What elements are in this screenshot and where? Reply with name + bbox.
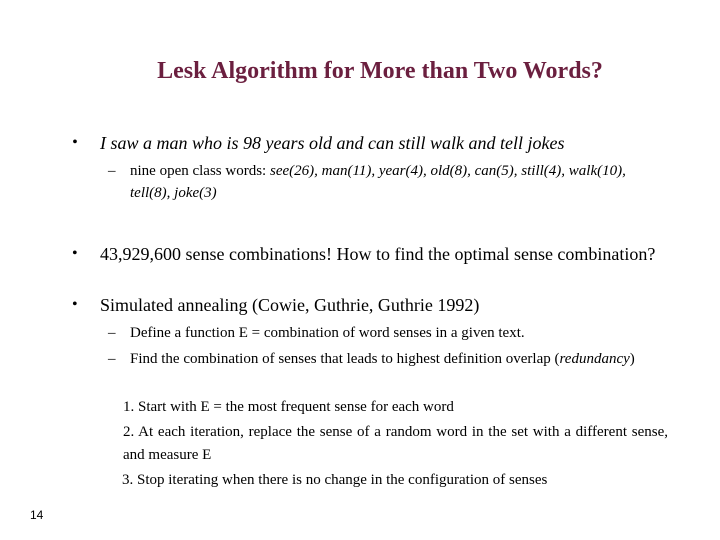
bullet-marker: • (72, 134, 78, 151)
slide-number: 14 (30, 508, 44, 522)
dash-marker: – (108, 325, 116, 341)
bullet-marker: • (72, 245, 78, 262)
step-3: 3. Stop iterating when there is no change in the configuration of senses (122, 472, 548, 488)
subbullet-define-function (108, 322, 666, 344)
subbullet-close-paren: ) (629, 351, 635, 367)
step-2: 2. At each iteration, replace the sense of a random word in the set with a different sense, and measure E (123, 424, 668, 463)
bullet-text: I saw a man who is 98 years old and can still walk and tell jokes (100, 133, 565, 153)
subbullet-lead: nine open class words: (130, 163, 270, 179)
subbullet-open-class-words (108, 160, 666, 204)
subbullet-find-combination (108, 348, 666, 370)
bullet-marker: • (72, 296, 78, 313)
subbullet-text: Define a function E = combination of word senses in a given text. (130, 325, 525, 341)
bullet-example-sentence (72, 132, 666, 154)
bullet-text: Simulated annealing (Cowie, Guthrie, Guthrie 1992) (100, 295, 480, 315)
dash-marker: – (108, 351, 116, 367)
bullet-sense-combinations (72, 243, 666, 265)
step-1: 1. Start with E = the most frequent sense for each word (123, 399, 454, 415)
subbullet-word-senses: see(26), man(11), year(4), old(8), can(5), still(4), walk(10), tell(8), joke(3) (130, 163, 626, 201)
subbullet-text: Find the combination of senses that leads to highest definition overlap ( (130, 351, 560, 367)
bullet-text: 43,929,600 sense combinations! How to find the optimal sense combination? (100, 244, 656, 264)
bullet-simulated-annealing (72, 294, 666, 316)
dash-marker: – (108, 163, 116, 179)
slide-title: Lesk Algorithm for More than Two Words? (157, 58, 603, 84)
subbullet-redundancy: redundancy (559, 351, 630, 367)
